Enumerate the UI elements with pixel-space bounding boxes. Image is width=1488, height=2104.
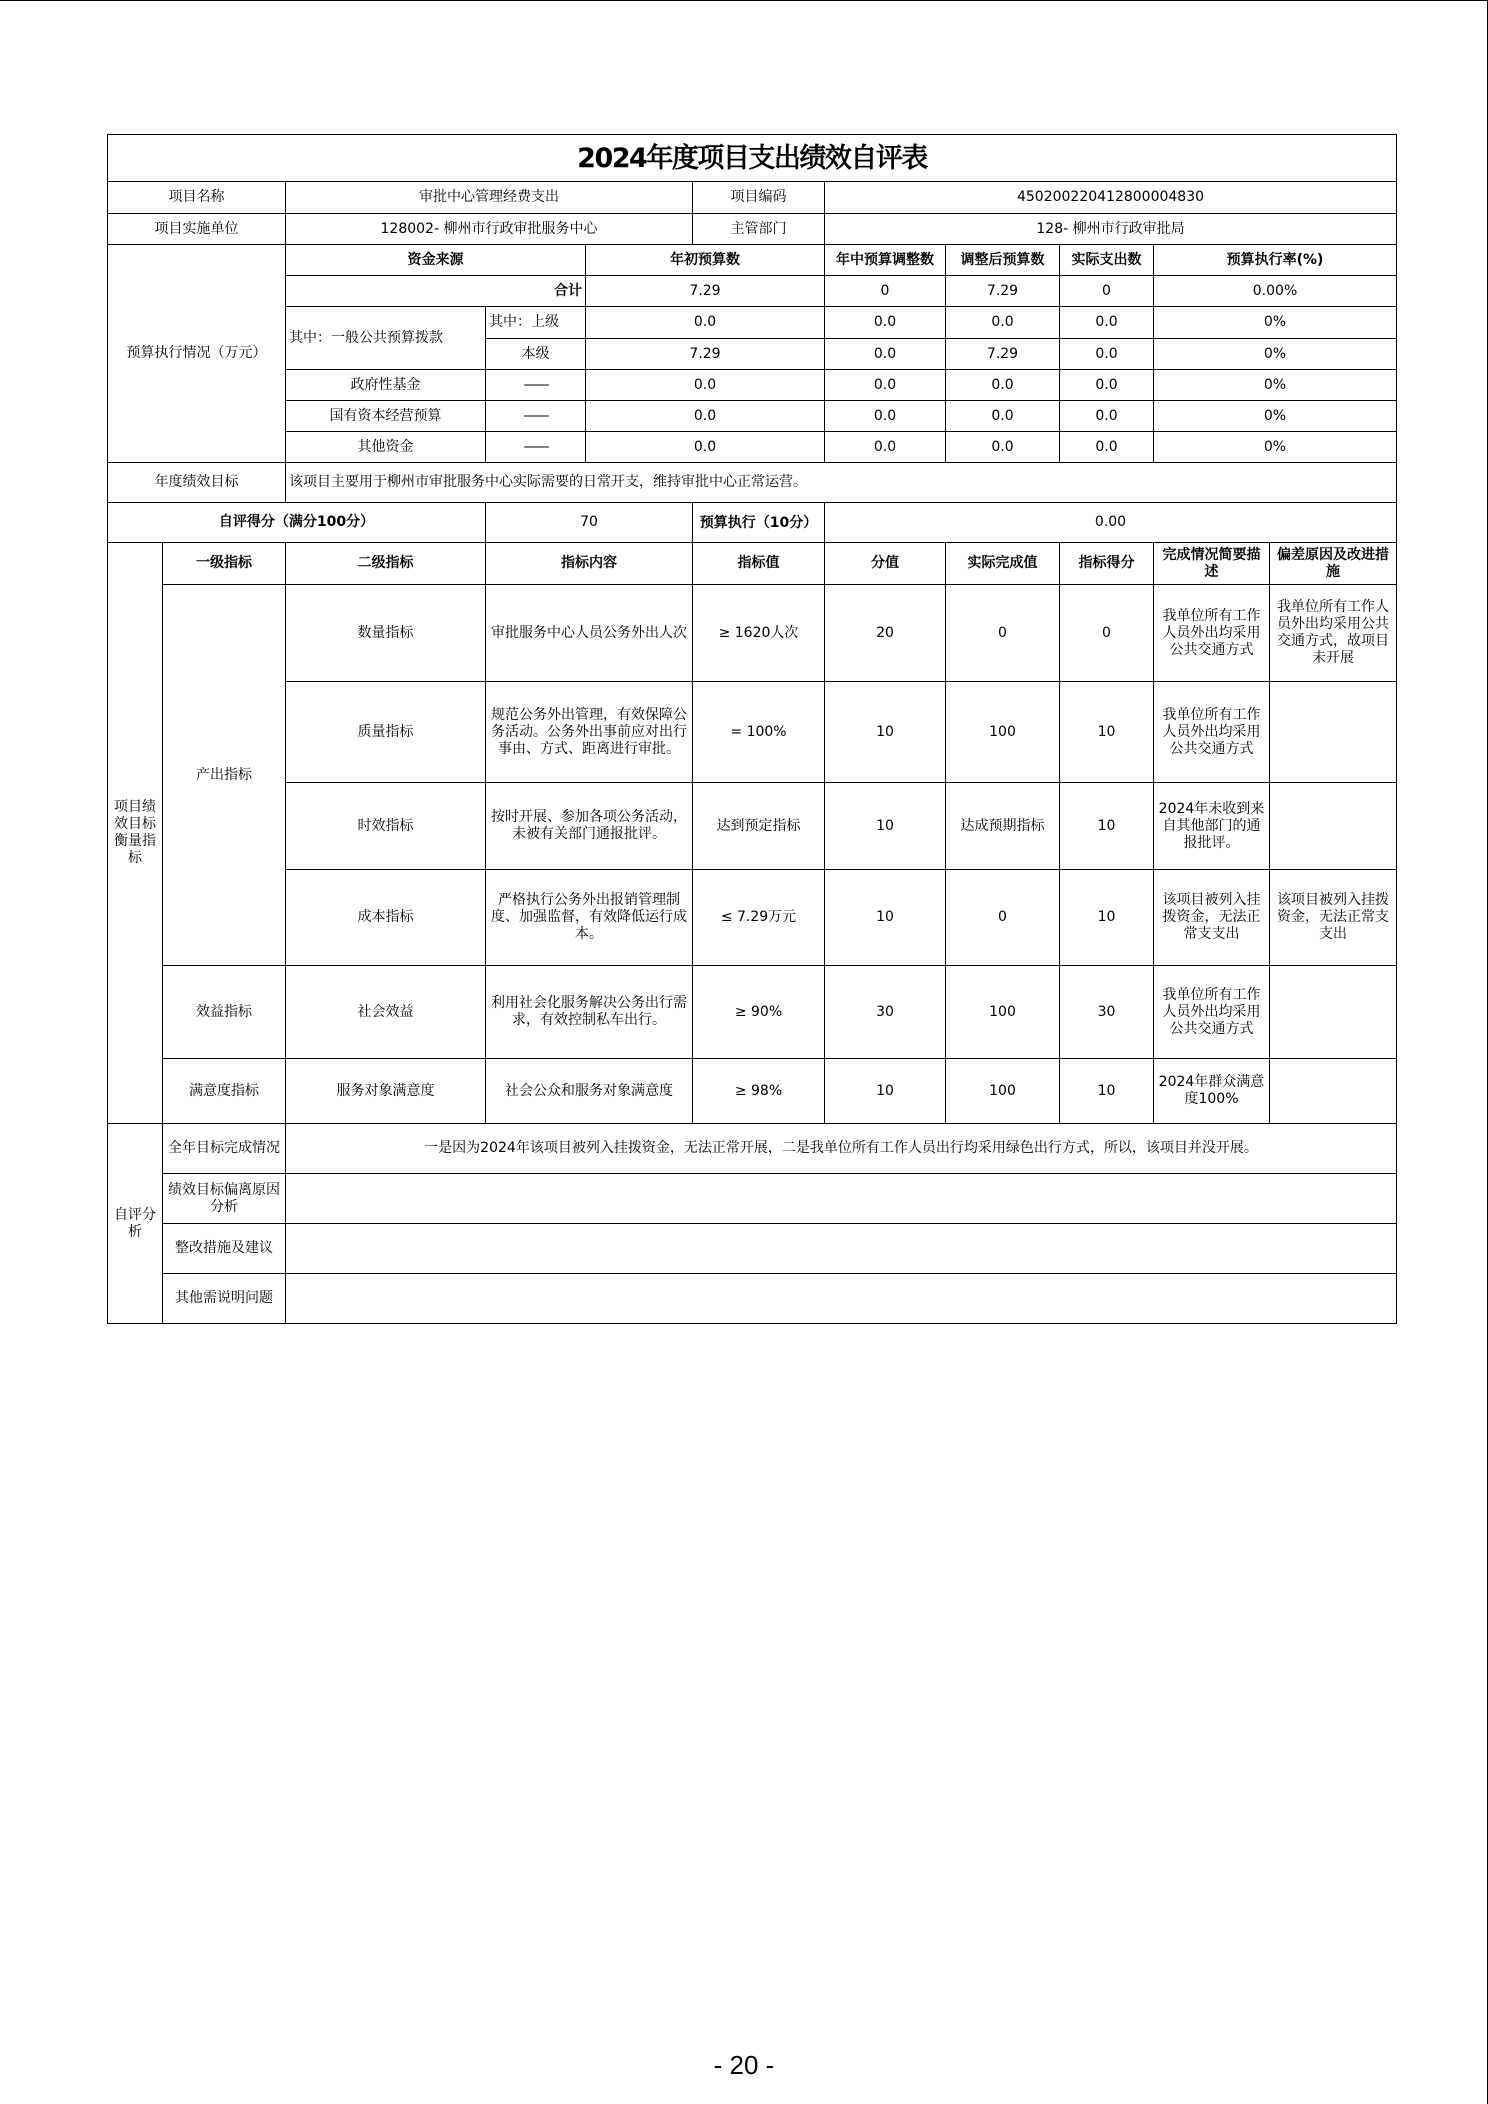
- header-exec-rate: 预算执行率(%): [1154, 245, 1397, 276]
- budget-total-label: 合计: [286, 276, 586, 307]
- indicator-description: 我单位所有工作人员外出均采用公共交通方式: [1154, 966, 1270, 1059]
- indicator-target: ≥ 98%: [693, 1059, 825, 1124]
- budget-total-adjusted: 7.29: [946, 276, 1060, 307]
- indicator-description: 该项目被列入挂拨资金，无法正常支支出: [1154, 870, 1270, 966]
- indicator-content: 利用社会化服务解决公务出行需求，有效控制私车出行。: [486, 966, 693, 1059]
- indicator-actual: 0: [946, 585, 1060, 682]
- indicator-level2: 数量指标: [286, 585, 486, 682]
- indicator-weight: 10: [825, 1059, 946, 1124]
- indicator-weight: 30: [825, 966, 946, 1059]
- budget-other-adjusted: 0.0: [946, 432, 1060, 463]
- budget-upper-initial: 0.0: [586, 307, 825, 339]
- budget-fund-label: 政府性基金: [286, 370, 486, 401]
- budget-upper-actual: 0.0: [1060, 307, 1154, 339]
- budget-capital-rate: 0%: [1154, 401, 1397, 432]
- indicator-actual: 0: [946, 870, 1060, 966]
- budget-local-adjust: 0.0: [825, 339, 946, 370]
- analysis-row-label: 绩效目标偏离原因分析: [163, 1174, 286, 1224]
- indicator-reason: 该项目被列入挂拨资金，无法正常支支出: [1270, 870, 1397, 966]
- indicator-description: 我单位所有工作人员外出均采用公共交通方式: [1154, 682, 1270, 783]
- budget-upper-adjusted: 0.0: [946, 307, 1060, 339]
- indicators-section-label: 项目绩效目标衡量指标: [108, 543, 163, 1124]
- header-weight: 分值: [825, 543, 946, 585]
- project-dept-label: 主管部门: [693, 214, 825, 245]
- indicator-reason: [1270, 783, 1397, 870]
- header-reason: 偏差原因及改进措施: [1270, 543, 1397, 585]
- budget-fund-initial: 0.0: [586, 370, 825, 401]
- budget-total-adjust: 0: [825, 276, 946, 307]
- budget-local-rate: 0%: [1154, 339, 1397, 370]
- header-content: 指标内容: [486, 543, 693, 585]
- budget-other-initial: 0.0: [586, 432, 825, 463]
- budget-exec-score-label: 预算执行（10分）: [693, 503, 825, 543]
- indicator-reason: [1270, 966, 1397, 1059]
- annual-goal-text: 该项目主要用于柳州市审批服务中心实际需要的日常开支，维持审批中心正常运营。: [286, 463, 1397, 503]
- budget-local-adjusted: 7.29: [946, 339, 1060, 370]
- indicator-score: 30: [1060, 966, 1154, 1059]
- header-description: 完成情况简要描述: [1154, 543, 1270, 585]
- project-name: 审批中心管理经费支出: [286, 182, 693, 214]
- indicator-score: 10: [1060, 1059, 1154, 1124]
- budget-capital-actual: 0.0: [1060, 401, 1154, 432]
- indicator-actual: 100: [946, 1059, 1060, 1124]
- indicator-target: ≥ 90%: [693, 966, 825, 1059]
- analysis-row-label: 其他需说明问题: [163, 1274, 286, 1324]
- indicator-weight: 20: [825, 585, 946, 682]
- budget-capital-adjusted: 0.0: [946, 401, 1060, 432]
- budget-upper-adjust: 0.0: [825, 307, 946, 339]
- page-top-border: [0, 0, 1488, 1]
- indicator-content: 审批服务中心人员公务外出人次: [486, 585, 693, 682]
- header-level2: 二级指标: [286, 543, 486, 585]
- indicator-level2: 社会效益: [286, 966, 486, 1059]
- project-code: 450200220412800004830: [825, 182, 1397, 214]
- indicator-level2: 质量指标: [286, 682, 486, 783]
- budget-capital-sub: ——: [486, 401, 586, 432]
- indicator-target: ≥ 1620人次: [693, 585, 825, 682]
- budget-section-label: 预算执行情况（万元）: [108, 245, 286, 463]
- indicator-weight: 10: [825, 870, 946, 966]
- indicator-content: 规范公务外出管理，有效保障公务活动。公务外出事前应对出行事由、方式、距离进行审批。: [486, 682, 693, 783]
- header-indicator-score: 指标得分: [1060, 543, 1154, 585]
- indicator-target: 达到预定指标: [693, 783, 825, 870]
- indicator-content: 严格执行公务外出报销管理制度、加强监督，有效降低运行成本。: [486, 870, 693, 966]
- indicator-description: 我单位所有工作人员外出均采用公共交通方式: [1154, 585, 1270, 682]
- indicator-actual: 100: [946, 682, 1060, 783]
- indicator-reason: [1270, 1059, 1397, 1124]
- indicator-level2: 服务对象满意度: [286, 1059, 486, 1124]
- self-score-value: 70: [486, 503, 693, 543]
- budget-local-initial: 7.29: [586, 339, 825, 370]
- budget-general-label: 其中：一般公共预算拨款: [286, 307, 486, 370]
- budget-capital-label: 国有资本经营预算: [286, 401, 486, 432]
- header-actual-value: 实际完成值: [946, 543, 1060, 585]
- benefit-indicator-label: 效益指标: [163, 966, 286, 1059]
- indicator-actual: 达成预期指标: [946, 783, 1060, 870]
- indicator-score: 10: [1060, 682, 1154, 783]
- header-fund-source: 资金来源: [286, 245, 586, 276]
- analysis-row-label: 全年目标完成情况: [163, 1124, 286, 1174]
- budget-other-actual: 0.0: [1060, 432, 1154, 463]
- budget-upper-label: 其中：上级: [486, 307, 586, 339]
- header-level1: 一级指标: [163, 543, 286, 585]
- indicator-weight: 10: [825, 783, 946, 870]
- budget-capital-initial: 0.0: [586, 401, 825, 432]
- header-target: 指标值: [693, 543, 825, 585]
- indicator-description: 2024年未收到来自其他部门的通报批评。: [1154, 783, 1270, 870]
- budget-total-initial: 7.29: [586, 276, 825, 307]
- indicator-target: ≤ 7.29万元: [693, 870, 825, 966]
- indicator-target: = 100%: [693, 682, 825, 783]
- analysis-section-label: 自评分析: [108, 1124, 163, 1324]
- analysis-row-label: 整改措施及建议: [163, 1224, 286, 1274]
- header-adjusted-budget: 调整后预算数: [946, 245, 1060, 276]
- indicator-actual: 100: [946, 966, 1060, 1059]
- analysis-row-text: [286, 1274, 1397, 1324]
- self-score-label: 自评得分（满分100分）: [108, 503, 486, 543]
- budget-other-adjust: 0.0: [825, 432, 946, 463]
- indicator-content: 社会公众和服务对象满意度: [486, 1059, 693, 1124]
- header-initial-budget: 年初预算数: [586, 245, 825, 276]
- budget-local-actual: 0.0: [1060, 339, 1154, 370]
- budget-capital-adjust: 0.0: [825, 401, 946, 432]
- page-number: - 20 -: [713, 2050, 775, 2080]
- output-indicator-label: 产出指标: [163, 585, 286, 966]
- indicator-score: 10: [1060, 870, 1154, 966]
- analysis-row-text: 一是因为2024年该项目被列入挂拨资金，无法正常开展，二是我单位所有工作人员出行均采用绿色出行方式，所以，该项目并没开展。: [286, 1124, 1397, 1174]
- indicator-weight: 10: [825, 682, 946, 783]
- header-adjust-budget: 年中预算调整数: [825, 245, 946, 276]
- indicator-reason: 我单位所有工作人员外出均采用公共交通方式，故项目未开展: [1270, 585, 1397, 682]
- budget-fund-adjusted: 0.0: [946, 370, 1060, 401]
- budget-fund-adjust: 0.0: [825, 370, 946, 401]
- budget-upper-rate: 0%: [1154, 307, 1397, 339]
- budget-other-label: 其他资金: [286, 432, 486, 463]
- table-title: 2024年度项目支出绩效自评表: [108, 135, 1397, 182]
- budget-fund-sub: ——: [486, 370, 586, 401]
- project-unit-label: 项目实施单位: [108, 214, 286, 245]
- indicator-level2: 成本指标: [286, 870, 486, 966]
- project-unit: 128002- 柳州市行政审批服务中心: [286, 214, 693, 245]
- performance-evaluation-table: [107, 134, 1397, 1324]
- indicator-score: 10: [1060, 783, 1154, 870]
- analysis-row-text: [286, 1174, 1397, 1224]
- budget-total-rate: 0.00%: [1154, 276, 1397, 307]
- budget-local-label: 本级: [486, 339, 586, 370]
- project-code-label: 项目编码: [693, 182, 825, 214]
- annual-goal-label: 年度绩效目标: [108, 463, 286, 503]
- header-actual-spend: 实际支出数: [1060, 245, 1154, 276]
- indicator-description: 2024年群众满意度100%: [1154, 1059, 1270, 1124]
- budget-other-rate: 0%: [1154, 432, 1397, 463]
- budget-other-sub: ——: [486, 432, 586, 463]
- indicator-reason: [1270, 682, 1397, 783]
- indicator-level2: 时效指标: [286, 783, 486, 870]
- indicator-score: 0: [1060, 585, 1154, 682]
- project-name-label: 项目名称: [108, 182, 286, 214]
- indicator-content: 按时开展、参加各项公务活动，未被有关部门通报批评。: [486, 783, 693, 870]
- budget-fund-rate: 0%: [1154, 370, 1397, 401]
- budget-fund-actual: 0.0: [1060, 370, 1154, 401]
- budget-exec-score-value: 0.00: [825, 503, 1397, 543]
- satisfaction-indicator-label: 满意度指标: [163, 1059, 286, 1124]
- project-dept: 128- 柳州市行政审批局: [825, 214, 1397, 245]
- analysis-row-text: [286, 1224, 1397, 1274]
- budget-total-actual: 0: [1060, 276, 1154, 307]
